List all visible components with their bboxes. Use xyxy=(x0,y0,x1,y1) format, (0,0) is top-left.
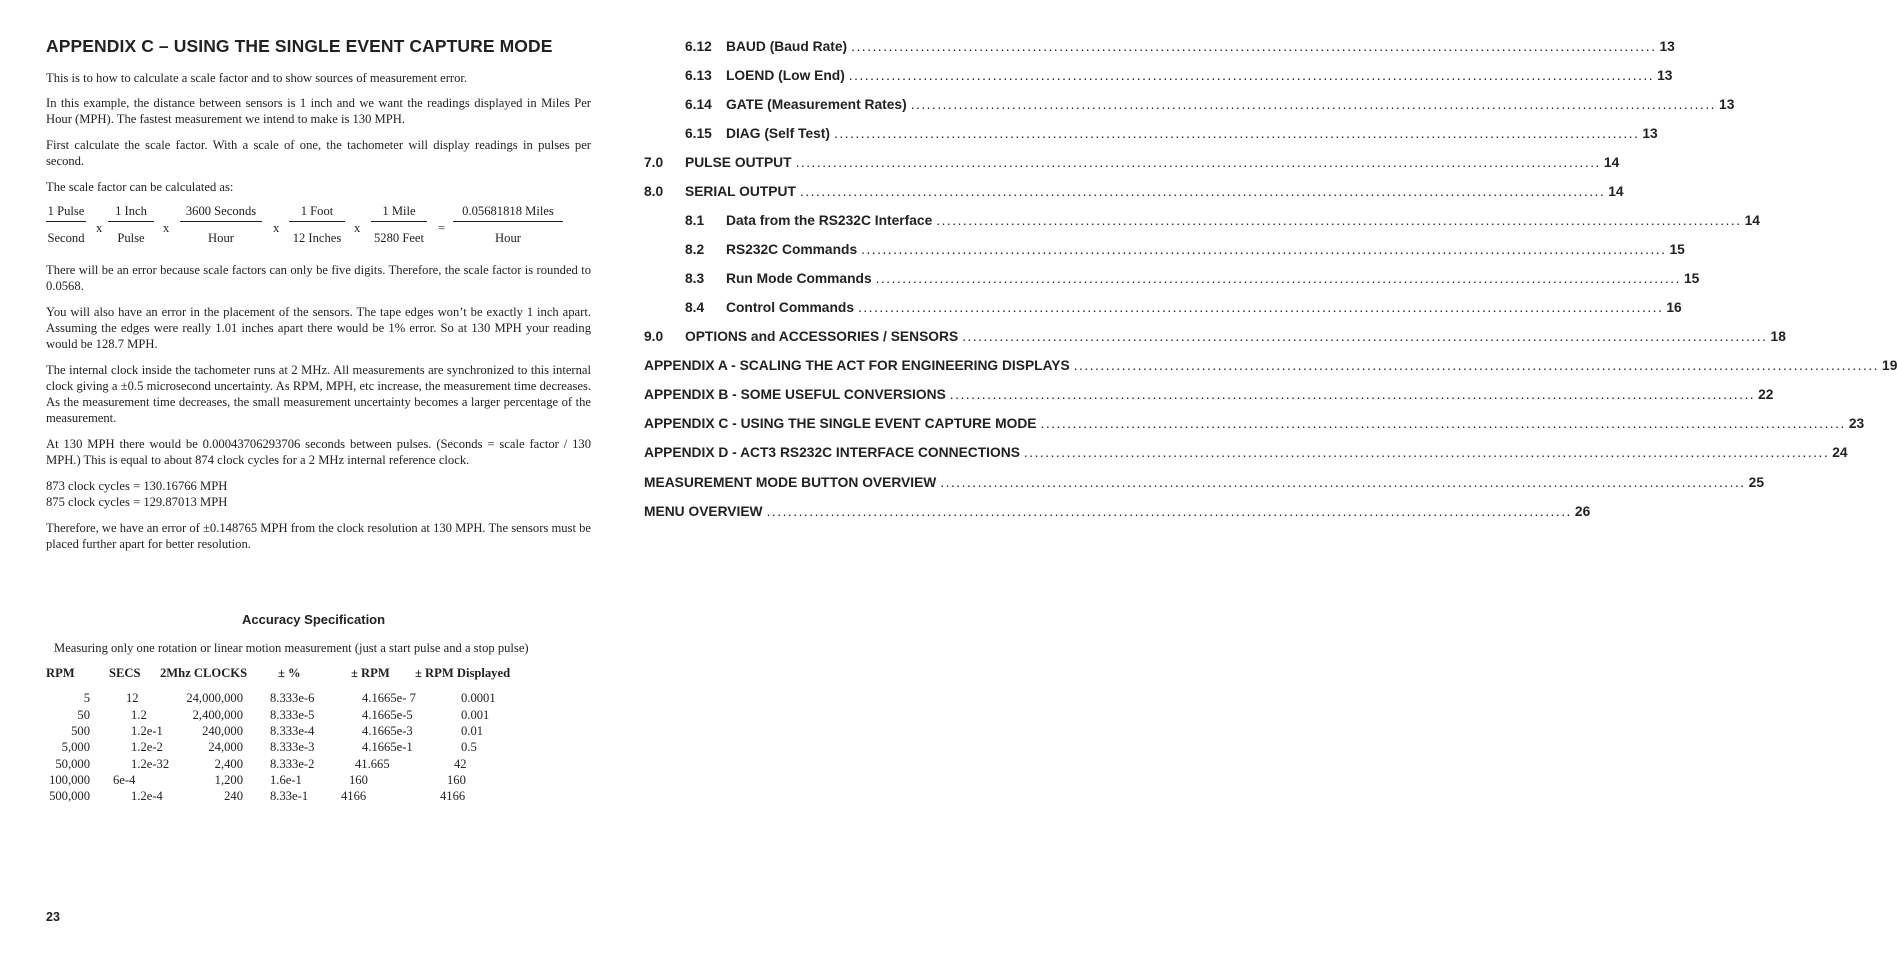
denominator: Hour xyxy=(495,231,521,245)
toc-label: LOEND (Low End) xyxy=(726,68,845,83)
toc-entry[interactable] xyxy=(644,271,1700,289)
toc-label: PULSE OUTPUT xyxy=(685,155,792,170)
col-header-pm-rpm: ± RPM xyxy=(351,666,390,680)
toc-page: 26 xyxy=(1574,504,1591,519)
table-cell: 1.2e-32 xyxy=(131,757,170,771)
multiply-sign: x xyxy=(273,221,280,235)
col-header-rpm-displayed: ± RPM Displayed xyxy=(415,666,511,680)
toc-leader: ....................................................................................................................................................... xyxy=(962,329,1768,344)
toc-leader: ....................................................................................................................................................... xyxy=(858,300,1664,315)
toc-entry[interactable] xyxy=(644,358,1897,376)
table-cell: 4166 xyxy=(440,789,466,803)
table-cell: 8.333e-3 xyxy=(270,740,315,754)
numerator: 3600 Seconds xyxy=(185,204,257,218)
numerator: 1 Foot xyxy=(300,204,334,218)
table-cell: 1.2 xyxy=(131,708,147,722)
numerator: 1 Mile xyxy=(382,204,416,218)
table-cell: 8.33e-1 xyxy=(270,789,309,803)
toc-entry[interactable] xyxy=(644,300,1682,318)
toc-label: BAUD (Baud Rate) xyxy=(726,39,848,54)
toc-label: APPENDIX C - USING THE SINGLE EVENT CAPTURE MODE xyxy=(644,416,1037,431)
toc-leader: ....................................................................................................................................................... xyxy=(834,126,1640,141)
table-cell: 1,200 xyxy=(214,773,243,787)
denominator: 5280 Feet xyxy=(373,231,425,245)
toc-page: 13 xyxy=(1719,97,1735,112)
calc-intro-paragraph: The scale factor can be calculated as: xyxy=(46,180,234,194)
equals-sign: = xyxy=(438,221,446,235)
fraction-seconds-hour xyxy=(180,203,262,247)
col-header-rpm: RPM xyxy=(46,666,75,680)
toc-page: 15 xyxy=(1669,242,1685,257)
table-cell: 4.1665e-1 xyxy=(362,740,413,754)
denominator: 12 Inches xyxy=(292,231,342,245)
table-cell: 5,000 xyxy=(61,740,90,754)
fraction-result xyxy=(453,203,563,247)
table-cell: 500,000 xyxy=(49,789,90,803)
toc-label: Run Mode Commands xyxy=(726,271,872,286)
clock-cycles-875: 875 clock cycles = 129.87013 MPH xyxy=(46,495,228,509)
fraction-pulse-second xyxy=(46,203,86,247)
toc-label: Control Commands xyxy=(726,300,855,315)
table-cell: 1.2e-2 xyxy=(131,740,163,754)
table-cell: 50 xyxy=(77,708,90,722)
table-cell: 5 xyxy=(83,691,90,705)
intro-paragraph: This is to how to calculate a scale factor and to show sources of measurement error. xyxy=(46,71,468,85)
col-header-secs: SECS xyxy=(109,666,141,680)
numerator: 0.05681818 Miles xyxy=(462,204,554,218)
table-cell: 8.333e-5 xyxy=(270,708,315,722)
toc-leader: ....................................................................................................................................................... xyxy=(949,387,1756,402)
toc-page: 14 xyxy=(1744,213,1760,228)
toc-label: APPENDIX D - ACT3 RS232C INTERFACE CONNECTIONS xyxy=(644,445,1020,460)
toc-leader: ....................................................................................................................................................... xyxy=(848,68,1655,83)
placement-error-paragraph: You will also have an error in the placement of the sensors. The tape edges won’t be exactly 1 inch apart. Assuming the edges were really 1.01 inches apart there would be 1% error. So at 130 MPH your reading would be 128.7 MPH. xyxy=(46,305,591,351)
table-cell: 0.001 xyxy=(461,708,490,722)
toc-entry[interactable] xyxy=(644,387,1774,405)
clock-cycles-873: 873 clock cycles = 130.16766 MPH xyxy=(46,479,228,493)
table-cell: 0.01 xyxy=(461,724,484,738)
toc-label: SERIAL OUTPUT xyxy=(685,184,796,199)
toc-page: 16 xyxy=(1666,300,1682,315)
table-cell: 1.2e-4 xyxy=(131,789,163,803)
toc-page: 25 xyxy=(1748,475,1764,490)
table-cell: 2,400,000 xyxy=(192,708,243,722)
toc-entry[interactable] xyxy=(644,329,1786,347)
toc-page: 14 xyxy=(1603,155,1620,170)
table-cell: 8.333e-2 xyxy=(270,757,315,771)
toc-entry[interactable] xyxy=(644,416,1865,434)
toc-page: 15 xyxy=(1683,271,1700,286)
table-cell: 500 xyxy=(71,724,90,738)
toc-leader: ....................................................................................................................................................... xyxy=(940,475,1746,490)
toc-number: 8.4 xyxy=(685,300,705,315)
toc-number: 8.3 xyxy=(685,271,705,286)
table-cell: 1.2e-1 xyxy=(131,724,163,738)
numerator: 1 Pulse xyxy=(47,204,85,218)
table-cell: 0.5 xyxy=(461,740,477,754)
toc-leader: ....................................................................................................................................................... xyxy=(910,97,1717,112)
toc-leader: ....................................................................................................................................................... xyxy=(875,271,1681,286)
table-cell: 4.1665e-3 xyxy=(362,724,413,738)
toc-label: RS232C Commands xyxy=(726,242,858,257)
toc-label: APPENDIX A - SCALING THE ACT FOR ENGINEERING DISPLAYS xyxy=(644,358,1070,373)
table-cell: 6e-4 xyxy=(113,773,136,787)
col-header-clocks: 2Mhz CLOCKS xyxy=(160,666,248,680)
toc-label: Data from the RS232C Interface xyxy=(726,213,933,228)
clock-paragraph: The internal clock inside the tachometer runs at 2 MHz. All measurements are synchronized to this internal clock giving a ±0.5 microsecond uncertainty. As RPM, MPH, etc increase, the measurement time decreases. As the measurement time decreases, the small measurement uncertainty becomes a larger percentage of the measurement. xyxy=(46,363,591,425)
toc-entry[interactable] xyxy=(644,504,1591,522)
table-cell: 160 xyxy=(349,773,368,787)
toc-page: 22 xyxy=(1758,387,1774,402)
table-cell: 160 xyxy=(447,773,466,787)
toc-entry[interactable] xyxy=(644,68,1673,86)
table-cell: 240,000 xyxy=(202,724,243,738)
table-cell: 4.1665e- 7 xyxy=(362,691,416,705)
toc-page: 13 xyxy=(1642,126,1658,141)
table-cell: 41.665 xyxy=(355,757,390,771)
toc-leader: ....................................................................................................................................................... xyxy=(861,242,1667,257)
toc-number: 7.0 xyxy=(644,155,664,170)
toc-number: 6.15 xyxy=(685,126,712,141)
table-cell: 2,400 xyxy=(214,757,243,771)
toc-label: APPENDIX B - SOME USEFUL CONVERSIONS xyxy=(644,387,946,402)
toc-entry[interactable] xyxy=(644,445,1848,463)
fraction-foot-inches xyxy=(289,203,345,247)
toc-leader: ....................................................................................................................................................... xyxy=(1073,358,1880,373)
toc-page: 24 xyxy=(1832,445,1848,460)
table-cell: 100,000 xyxy=(49,773,90,787)
table-cell: 8.333e-6 xyxy=(270,691,315,705)
toc-leader: ....................................................................................................................................................... xyxy=(1040,416,1846,431)
toc-entry[interactable] xyxy=(644,126,1658,144)
table-cell: 0.0001 xyxy=(461,691,496,705)
accuracy-description: Measuring only one rotation or linear motion measurement (just a start pulse and a stop pulse) xyxy=(54,641,529,655)
fraction-inch-pulse xyxy=(108,203,154,247)
table-cell: 4166 xyxy=(341,789,367,803)
toc-leader: ....................................................................................................................................................... xyxy=(851,39,1657,54)
toc-label: DIAG (Self Test) xyxy=(726,126,830,141)
toc-entry[interactable] xyxy=(644,242,1685,260)
toc-label: MEASUREMENT MODE BUTTON OVERVIEW xyxy=(644,475,937,490)
page-number: 23 xyxy=(46,910,60,924)
scale-factor-equation xyxy=(46,203,591,253)
toc-leader: ....................................................................................................................................................... xyxy=(1023,445,1830,460)
example-paragraph: In this example, the distance between sensors is 1 inch and we want the readings displayed in Miles Per Hour (MPH). The fastest measurement we intend to make is 130 MPH. xyxy=(46,96,591,126)
pulse-timing-paragraph: At 130 MPH there would be 0.00043706293706 seconds between pulses. (Seconds = scale factor / 130 MPH.) This is equal to about 874 clock cycles for a 2 MHz internal reference clock. xyxy=(46,437,591,467)
toc-page: 18 xyxy=(1770,329,1786,344)
table-cell: 24,000,000 xyxy=(186,691,243,705)
denominator: Pulse xyxy=(117,231,145,245)
table-cell: 12 xyxy=(126,691,139,705)
toc-leader: ....................................................................................................................................................... xyxy=(766,504,1572,519)
toc-entry[interactable] xyxy=(644,39,1675,57)
toc-leader: ....................................................................................................................................................... xyxy=(799,184,1606,199)
table-cell: 24,000 xyxy=(208,740,243,754)
toc-number: 6.12 xyxy=(685,39,712,54)
toc-page: 13 xyxy=(1659,39,1675,54)
page-title: APPENDIX C – USING THE SINGLE EVENT CAPTURE MODE xyxy=(46,36,553,56)
rounding-error-paragraph: There will be an error because scale factors can only be five digits. Therefore, the scale factor is rounded to 0.0568. xyxy=(46,263,591,293)
toc-number: 8.0 xyxy=(644,184,664,199)
toc-number: 6.13 xyxy=(685,68,712,83)
fraction-mile-feet xyxy=(371,203,427,247)
toc-entry[interactable] xyxy=(644,97,1735,115)
conclusion-paragraph: Therefore, we have an error of ±0.148765 MPH from the clock resolution at 130 MPH. The sensors must be placed further apart for better resolution. xyxy=(46,521,591,551)
toc-page: 23 xyxy=(1848,416,1865,431)
multiply-sign: x xyxy=(96,221,103,235)
toc-leader: ....................................................................................................................................................... xyxy=(795,155,1601,170)
denominator: Hour xyxy=(208,231,234,245)
table-cell: 50,000 xyxy=(55,757,90,771)
table-cell: 4.1665e-5 xyxy=(362,708,413,722)
toc-label: GATE (Measurement Rates) xyxy=(726,97,907,112)
toc-page: 19 xyxy=(1882,358,1897,373)
multiply-sign: x xyxy=(163,221,170,235)
table-cell: 42 xyxy=(454,757,467,771)
numerator: 1 Inch xyxy=(115,204,147,218)
toc-entry[interactable] xyxy=(644,213,1760,231)
denominator: Second xyxy=(47,231,85,245)
toc-page: 13 xyxy=(1657,68,1673,83)
toc-entry[interactable] xyxy=(644,475,1764,493)
accuracy-title: Accuracy Specification xyxy=(242,612,386,627)
col-header-percent: ± % xyxy=(278,666,301,680)
toc-label: MENU OVERVIEW xyxy=(644,504,763,519)
multiply-sign: x xyxy=(354,221,361,235)
toc-leader: ....................................................................................................................................................... xyxy=(936,213,1742,228)
toc-number: 8.2 xyxy=(685,242,705,257)
toc-label: OPTIONS and ACCESSORIES / SENSORS xyxy=(685,329,959,344)
scale-factor-paragraph: First calculate the scale factor. With a scale of one, the tachometer will display readings in pulses per second. xyxy=(46,138,591,168)
toc-entry[interactable] xyxy=(644,155,1620,173)
toc-page: 14 xyxy=(1608,184,1624,199)
toc-number: 8.1 xyxy=(685,213,705,228)
toc-number: 9.0 xyxy=(644,329,664,344)
toc-number: 6.14 xyxy=(685,97,712,112)
table-cell: 240 xyxy=(224,789,243,803)
toc-entry[interactable] xyxy=(644,184,1624,202)
table-cell: 1.6e-1 xyxy=(270,773,302,787)
table-cell: 8.333e-4 xyxy=(270,724,315,738)
